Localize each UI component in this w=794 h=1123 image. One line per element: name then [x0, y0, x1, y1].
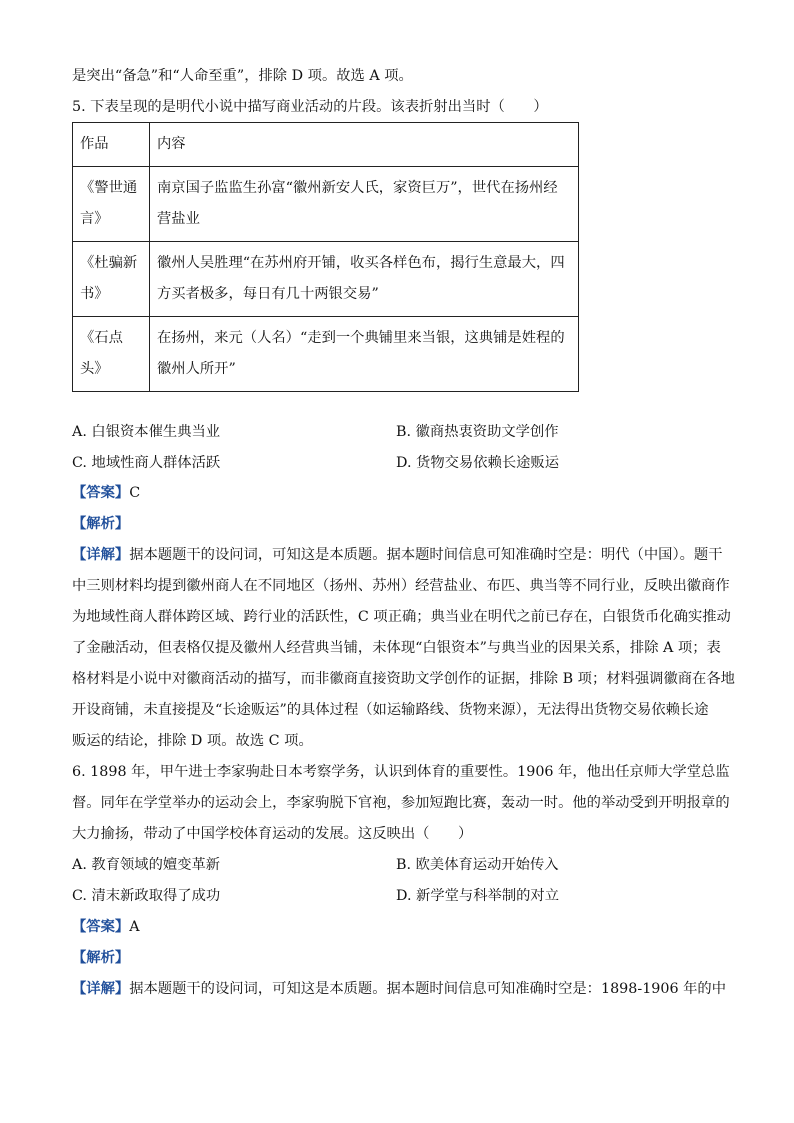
- q6-stem-line: 督。同年在学堂举办的运动会上，李家驹脱下官袍，参加短跑比赛，轰动一时。他的举动受到开明报章的: [72, 795, 730, 811]
- q6-stem-line: 大力揄扬，带动了中国学校体育运动的发展。这反映出（ ）: [72, 826, 473, 842]
- q5-option-a: A. 白银资本催生典当业: [72, 424, 221, 440]
- q6-option-d: D. 新学堂与科举制的对立: [396, 888, 560, 904]
- detail-text: 据本题题干的设问词，可知这是本质题。据本题时间信息可知准确时空是：明代（中国）。题干: [129, 547, 723, 563]
- q6-option-c: C. 清末新政取得了成功: [72, 888, 221, 904]
- q6-option-a: A. 教育领域的嬗变革新: [72, 857, 221, 873]
- analysis-tag: 【解析】: [72, 950, 130, 966]
- q6-analysis-tag: [72, 948, 129, 968]
- table-row: [73, 167, 579, 242]
- work-cell: [73, 317, 150, 392]
- answer-value: C: [129, 485, 141, 501]
- q5-detail-line: 开设商铺，未直接提及“长途贩运”的具体过程（如运输路线、货物来源），无法得出货物交易依赖长途: [72, 702, 709, 718]
- table-header-row: [73, 123, 579, 167]
- q6-stem-line: 6. 1898 年，甲午进士李家驹赴日本考察学务，认识到体育的重要性。1906 年，他出任京师大学堂总监: [72, 764, 730, 780]
- q5-option-c: C. 地域性商人群体活跃: [72, 455, 221, 471]
- work-line: 书》: [80, 286, 109, 302]
- table-row: [73, 317, 579, 392]
- detail-tag: 【详解】: [72, 547, 130, 563]
- work-line: 《警世通: [80, 180, 138, 196]
- q5-option-b: B. 徽商热衷资助文学创作: [396, 424, 559, 440]
- work-cell: [73, 167, 150, 242]
- work-cell: [73, 242, 150, 317]
- q6-option-b: B. 欧美体育运动开始传入: [396, 857, 559, 873]
- analysis-tag: 【解析】: [72, 516, 130, 532]
- q5-analysis-tag: [72, 514, 129, 534]
- table-row: [73, 242, 579, 317]
- content-cell: [150, 242, 579, 317]
- work-line: 《石点: [80, 330, 123, 346]
- work-line: 头》: [80, 361, 109, 377]
- q5-detail-line: 为地域性商人群体跨区域、跨行业的活跃性，C 项正确；典当业在明代之前已存在，白银货币化确实推动: [72, 609, 731, 625]
- content-cell: [150, 167, 579, 242]
- work-line: 《杜骗新: [80, 255, 138, 271]
- q5-stem: 5. 下表呈现的是明代小说中描写商业活动的片段。该表折射出当时（ ）: [72, 99, 548, 115]
- answer-value: A: [129, 919, 140, 935]
- header-work: 作品: [73, 123, 150, 167]
- content-line: 方买者极多，每日有几十两银交易”: [157, 286, 379, 302]
- content-line: 在扬州，来元（人名）“走到一个典铺里来当银，这典铺是姓程的: [157, 330, 565, 346]
- answer-tag: 【答案】: [72, 919, 130, 935]
- content-line: 徽州人吴胜理“在苏州府开铺，收买各样色布，揭行生意最大，四: [157, 255, 565, 271]
- detail-tag: 【详解】: [72, 981, 130, 997]
- answer-tag: 【答案】: [72, 485, 130, 501]
- q5-detail-line: 贩运的结论，排除 D 项。故选 C 项。: [72, 733, 313, 749]
- q6-detail-line: [72, 979, 726, 999]
- content-line: 营盐业: [157, 211, 200, 227]
- q6-answer: [72, 917, 140, 937]
- q5-detail-line: 了金融活动，但表格仅提及徽州人经营典当铺，未体现“白银资本”与典当业的因果关系，排除 A 项；表: [72, 640, 721, 656]
- content-cell: [150, 317, 579, 392]
- q5-detail-line: 中三则材料均提到徽州商人在不同地区（扬州、苏州）经营盐业、布匹、典当等不同行业，反映出徽商作: [72, 578, 730, 594]
- content-line: 南京国子监监生孙富“徽州新安人氏，家资巨万”，世代在扬州经: [157, 180, 558, 196]
- previous-answer-tail: 是突出“备急”和“人命至重”，排除 D 项。故选 A 项。: [72, 68, 413, 84]
- work-line: 言》: [80, 211, 109, 227]
- q5-option-d: D. 货物交易依赖长途贩运: [396, 455, 560, 471]
- q5-detail-line: 格材料是小说中对徽商活动的描写，而非徽商直接资助文学创作的证据，排除 B 项；材料强调徽商在各地: [72, 671, 735, 687]
- content-line: 徽州人所开”: [157, 361, 236, 377]
- q5-detail-line: [72, 545, 723, 565]
- header-content: 内容: [150, 123, 579, 167]
- q5-answer: [72, 483, 140, 503]
- q5-table: [72, 122, 579, 392]
- detail-text: 据本题题干的设问词，可知这是本质题。据本题时间信息可知准确时空是：1898-1906 年的中: [129, 981, 727, 997]
